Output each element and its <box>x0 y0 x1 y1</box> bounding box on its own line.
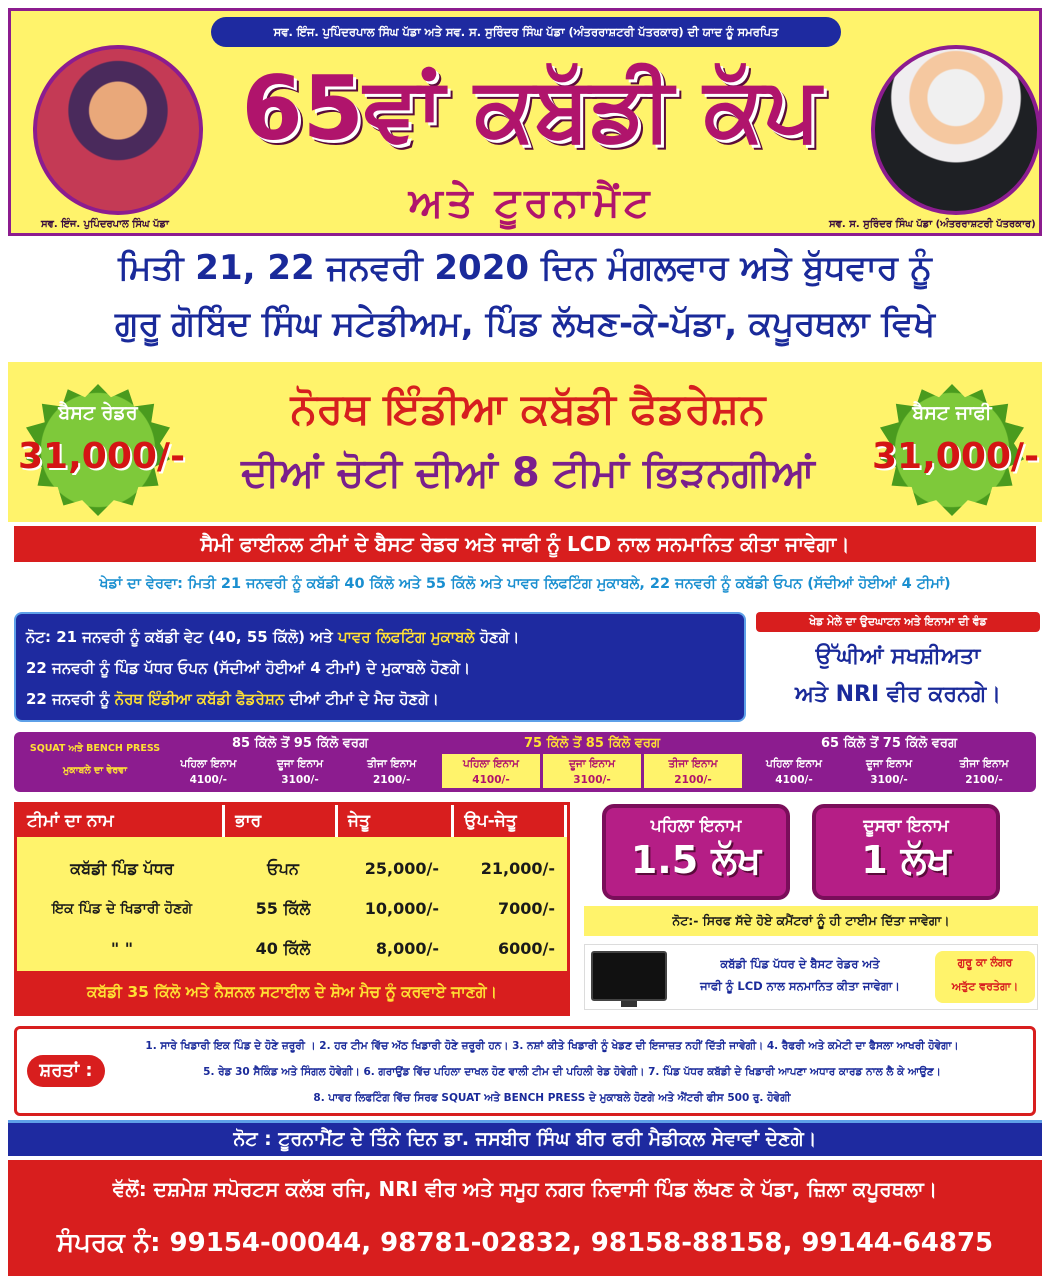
conditions-label: ਸ਼ਰਤਾਂ : <box>27 1055 105 1087</box>
cell-weight: 40 ਕਿੱਲੋ <box>255 939 311 958</box>
federation-title: ਨੋਰਥ ਇੰਡੀਆ ਕਬੱਡੀ ਫੈਡਰੇਸ਼ਨ <box>290 384 766 433</box>
cell-weight: 55 ਕਿੱਲੋ <box>255 899 311 918</box>
cell-winner: 8,000/- <box>375 939 439 958</box>
weight-group-title: 85 ਕਿੱਲੋ ਤੋਂ 95 ਕਿੱਲੋ ਵਰਗ <box>231 736 369 751</box>
commentator-note: ਨੋਟ:- ਸਿਰਫ ਸੱਦੇ ਹੋਏ ਕਮੈਂਟਰਾਂ ਨੂੰ ਹੀ ਟਾਈਮ ਦਿੱਤਾ ਜਾਵੇਗਾ। <box>584 906 1038 936</box>
event-date: ਮਿਤੀ 21, 22 ਜਨਵਰੀ 2020 ਦਿਨ ਮੰਗਲਵਾਰ ਅਤੇ ਬੁੱਧਵਾਰ ਨੂੰ <box>118 248 932 288</box>
best-stopper-amount: 31,000/- <box>872 436 1040 477</box>
cell-team: ਕਬੱਡੀ ਪਿੰਡ ਪੱਧਰ <box>70 859 174 878</box>
weight-group-prizes <box>748 754 1030 788</box>
portrait-left-caption: ਸਵ. ਇੰਜ. ਪੁਪਿੰਦਰਪਾਲ ਸਿੰਘ ਪੱਡਾ <box>41 219 169 230</box>
guests-line-2: ਅਤੇ NRI ਵੀਰ ਕਰਨਗੇ। <box>794 682 1002 707</box>
table-header <box>17 805 567 837</box>
second-prize-box <box>812 804 1000 900</box>
weight-group-85-95 <box>164 734 436 790</box>
game-schedule: ਖੇਡਾਂ ਦਾ ਵੇਰਵਾ: ਮਿਤੀ 21 ਜਨਵਰੀ ਨੂੰ ਕਬੱਡੀ 40 ਕਿੱਲੋ ਅਤੇ 55 ਕਿੱਲੋ ਅਤੇ ਪਾਵਰ ਲਿਫਟਿੰਗ ਮੁਕਾਬਲੇ, 22 ਜਨਵਰੀ ਨੂੰ ਕਬੱਡੀ ਓਪਨ (ਸੱਦੀਆਂ ਹੋਈਆਂ 4 ਟੀਮਾਂ) <box>8 566 1042 602</box>
contact-numbers: ਸੰਪਰਕ ਨੰ: 99154-00044, 98781-02832, 98158-88158, 99144-64875 <box>56 1228 994 1258</box>
cell-winner: 25,000/- <box>364 859 439 878</box>
guests-heading: ਖੇਡ ਮੇਲੇ ਦਾ ਉਦਘਾਟਨ ਅਤੇ ਇਨਾਮਾ ਦੀ ਵੰਡ <box>756 612 1040 632</box>
prizes-block <box>580 802 1042 1016</box>
main-title: 65ਵਾਂ ਕਬੱਡੀ ਕੱਪ <box>241 57 821 160</box>
show-match-note: ਕਬੱਡੀ 35 ਕਿੱਲੋ ਅਤੇ ਨੈਸ਼ਨਲ ਸਟਾਈਲ ਦੇ ਸ਼ੋਅ ਮੈਚ ਨੂੰ ਕਰਵਾਏ ਜਾਣਗੇ। <box>17 971 567 1013</box>
portrait-right-caption: ਸਵ. ਸ. ਸੁਰਿੰਦਰ ਸਿੰਘ ਪੱਡਾ (ਅੰਤਰਰਾਸ਼ਟਰੀ ਪੱਤਰਕਾਰ) <box>829 219 1036 230</box>
conditions-box <box>14 1026 1036 1116</box>
note-line-2: 22 ਜਨਵਰੀ ਨੂੰ ਪਿੰਡ ਪੱਧਰ ਓਪਨ (ਸੱਦੀਆਂ ਹੋਈਆਂ 4 ਟੀਮਾਂ) ਦੇ ਮੁਕਾਬਲੇ ਹੋਣਗੇ। <box>26 659 471 677</box>
table-row <box>17 929 567 969</box>
portrait-left <box>33 45 203 215</box>
federation-block <box>8 362 1042 522</box>
condition-line-3: 8. ਪਾਵਰ ਲਿਫਟਿੰਗ ਵਿੱਚ ਸਿਰਫ SQUAT ਅਤੇ BENCH PRESS ਦੇ ਮੁਕਾਬਲੇ ਹੋਣਗੇ ਅਤੇ ਐਂਟਰੀ ਫੀਸ 500 ਰੁ. ਹੋਵੇਗੀ <box>313 1092 791 1104</box>
semi-final-banner: ਸੈਮੀ ਫਾਈਨਲ ਟੀਮਾਂ ਦੇ ਬੈਸਟ ਰੇਡਰ ਅਤੇ ਜਾਫੀ ਨੂੰ LCD ਨਾਲ ਸਨਮਾਨਿਤ ਕੀਤਾ ਜਾਵੇਗਾ। <box>14 526 1036 562</box>
guests-line-1: ਉੱਘੀਆਂ ਸਖਸ਼ੀਅਤਾ <box>815 644 981 669</box>
prize-cell: ਤੀਜਾ ਇਨਾਮ 2100/- <box>644 754 742 788</box>
cell-runner-up: 21,000/- <box>480 859 555 878</box>
event-venue: ਗੁਰੂ ਗੋਬਿੰਦ ਸਿੰਘ ਸਟੇਡੀਅਮ, ਪਿੰਡ ਲੱਖਣ-ਕੇ-ਪੱਡਾ, ਕਪੂਰਥਲਾ ਵਿਖੇ <box>114 304 936 344</box>
prize-cell: ਦੂਜਾ ਇਨਾਮ 3100/- <box>865 758 913 786</box>
notes-box <box>14 612 746 722</box>
teams-table <box>14 802 570 1016</box>
second-prize-value: 1 ਲੱਖ <box>861 838 951 882</box>
footer <box>8 1160 1042 1276</box>
weight-group-prizes <box>442 754 742 788</box>
header-team-name: ਟੀਮਾਂ ਦਾ ਨਾਮ <box>17 805 222 837</box>
prize-cell: ਦੂਜਾ ਇਨਾਮ 3100/- <box>276 758 324 786</box>
note-line-1-prefix: ਨੋਟ: 21 ਜਨਵਰੀ ਨੂੰ ਕਬੱਡੀ ਵੇਟ (40, 55 ਕਿੱਲੋ) ਅਤੇ <box>26 628 333 646</box>
weight-group-65-75 <box>748 734 1030 790</box>
lcd-award-line-2: ਜਾਫੀ ਨੂੰ LCD ਨਾਲ ਸਨਮਾਨਿਤ ਕੀਤਾ ਜਾਵੇਗਾ। <box>700 979 900 993</box>
note-line-1-highlight: ਪਾਵਰ ਲਿਫਟਿੰਗ ਮੁਕਾਬਲੇ <box>337 628 475 646</box>
prize-cell: ਪਹਿਲਾ ਇਨਾਮ 4100/- <box>442 754 540 788</box>
first-prize-box <box>602 804 790 900</box>
cell-team: ਇਕ ਪਿੰਡ ਦੇ ਖਿਡਾਰੀ ਹੋਣਗੇ <box>52 901 192 917</box>
note-line-3-suffix: ਦੀਆਂ ਟੀਮਾਂ ਦੇ ਮੈਚ ਹੋਣਗੇ। <box>289 690 439 708</box>
condition-line-1: 1. ਸਾਰੇ ਖਿਡਾਰੀ ਇਕ ਪਿੰਡ ਦੇ ਹੋਣੇ ਜ਼ਰੂਰੀ । 2. ਹਰ ਟੀਮ ਵਿੱਚ ਅੱਠ ਖਿਡਾਰੀ ਹੋਣੇ ਜ਼ਰੂਰੀ ਹਨ। 3. ਨਸ਼ਾਂ ਕੀਤੇ ਖਿਡਾਰੀ ਨੂੰ ਖੇਡਣ ਦੀ ਇਜਾਜ਼ਤ ਨਹੀਂ ਦਿੱਤੀ ਜਾਵੇਗੀ। 4. ਰੈਫਰੀ ਅਤੇ ਕਮੇਟੀ ਦਾ ਫੈਸਲਾ ਆਖਰੀ ਹੋਵੇਗਾ। <box>145 1040 959 1052</box>
prize-cell: ਤੀਜਾ ਇਨਾਮ 2100/- <box>367 758 417 786</box>
organizers: ਵੱਲੋਂ: ਦਸ਼ਮੇਸ਼ ਸਪੋਰਟਸ ਕਲੱਬ ਰਜਿ, NRI ਵੀਰ ਅਤੇ ਸਮੂਹ ਨਗਰ ਨਿਵਾਸੀ ਪਿੰਡ ਲੱਖਣ ਕੇ ਪੱਡਾ, ਜ਼ਿਲਾ ਕਪੂਰਥਲਾ। <box>112 1177 938 1201</box>
date-venue-block <box>8 240 1042 358</box>
best-raider-badge <box>18 384 186 516</box>
weights-side-label <box>20 738 170 782</box>
table-row <box>17 889 567 929</box>
federation-subtitle: ਦੀਆਂ ਚੋਟੀ ਦੀਆਂ 8 ਟੀਮਾਂ ਭਿੜਨਗੀਆਂ <box>241 450 815 496</box>
medical-note: ਨੋਟ : ਟੂਰਨਾਮੈਂਟ ਦੇ ਤਿੰਨੇ ਦਿਨ ਡਾ. ਜਸਬੀਰ ਸਿੰਘ ਬੀਰ ਫਰੀ ਮੈਡੀਕਲ ਸੇਵਾਵਾਂ ਦੇਣਗੇ। <box>8 1120 1042 1156</box>
note-line-3-prefix: 22 ਜਨਵਰੀ ਨੂੰ <box>26 690 110 708</box>
lcd-award-box <box>584 944 1038 1010</box>
first-prize-value: 1.5 ਲੱਖ <box>630 838 762 882</box>
best-stopper-badge <box>872 384 1040 516</box>
first-prize-label: ਪਹਿਲਾ ਇਨਾਮ <box>650 816 742 836</box>
best-raider-amount: 31,000/- <box>18 436 186 477</box>
weight-classes <box>14 732 1036 792</box>
weight-group-75-85 <box>442 734 742 790</box>
condition-line-2: 5. ਰੇਡ 30 ਸੈਕਿੰਡ ਅਤੇ ਸਿੰਗਲ ਹੋਵੇਗੀ। 6. ਗਰਾਉਂਡ ਵਿੱਚ ਪਹਿਲਾ ਦਾਖਲ ਹੋਣ ਵਾਲੀ ਟੀਮ ਦੀ ਪਹਿਲੀ ਰੇਡ ਹੋਵੇਗੀ। 7. ਪਿੰਡ ਪੱਧਰ ਕਬੱਡੀ ਦੇ ਖਿਡਾਰੀ ਆਪਣਾ ਅਧਾਰ ਕਾਰਡ ਨਾਲ ਲੈ ਕੇ ਆਉਣ। <box>203 1066 941 1078</box>
header-winner: ਜੇਤੂ <box>338 805 452 837</box>
header-weight: ਭਾਰ <box>225 805 335 837</box>
lcd-award-text <box>675 953 925 997</box>
langar-badge <box>935 951 1035 1003</box>
prize-cell: ਪਹਿਲਾ ਇਨਾਮ 4100/- <box>180 758 237 786</box>
note-line-3-highlight: ਨੋਰਥ ਇੰਡੀਆ ਕਬੱਡੀ ਫੈਡਰੇਸ਼ਨ <box>114 690 285 708</box>
guests-body <box>756 638 1040 714</box>
cell-weight: ਓਪਨ <box>267 859 299 878</box>
guests-box <box>756 612 1040 722</box>
prize-cell: ਦੂਜਾ ਇਨਾਮ 3100/- <box>543 754 641 788</box>
note-line-1 <box>26 622 734 653</box>
weights-side-line-1: SQUAT ਅਤੇ BENCH PRESS <box>29 743 161 754</box>
cell-runner-up: 6000/- <box>497 939 555 958</box>
lcd-tv-icon <box>591 951 667 1001</box>
langar-line-2: ਅਤੁੱਟ ਵਰਤੇਗਾ। <box>951 980 1019 993</box>
cell-runner-up: 7000/- <box>497 899 555 918</box>
prize-cell: ਤੀਜਾ ਇਨਾਮ 2100/- <box>959 758 1009 786</box>
weights-side-line-2: ਮੁਕਾਬਲੇ ਦਾ ਵੇਰਵਾ <box>63 765 127 776</box>
lcd-award-line-1: ਕਬੱਡੀ ਪਿੰਡ ਪੱਧਰ ਦੇ ਬੈਸਟ ਰੇਡਰ ਅਤੇ <box>720 957 880 971</box>
table-row <box>17 849 567 889</box>
portrait-right <box>871 45 1041 215</box>
prize-cell: ਪਹਿਲਾ ਇਨਾਮ 4100/- <box>766 758 822 786</box>
dedication-banner: ਸਵ. ਇੰਜ. ਪੁਪਿੰਦਰਪਾਲ ਸਿੰਘ ਪੱਡਾ ਅਤੇ ਸਵ. ਸ. ਸੁਰਿੰਦਰ ਸਿੰਘ ਪੱਡਾ (ਅੰਤਰਰਾਸ਼ਟਰੀ ਪੱਤਰਕਾਰ) ਦੀ ਯਾਦ ਨੂੰ ਸਮਰਪਿਤ <box>211 17 841 47</box>
langar-line-1: ਗੁਰੂ ਕਾ ਲੰਗਰ <box>957 956 1013 969</box>
cell-winner: 10,000/- <box>364 899 439 918</box>
weight-group-prizes <box>164 754 436 788</box>
weight-group-title: 65 ਕਿੱਲੋ ਤੋਂ 75 ਕਿੱਲੋ ਵਰਗ <box>820 736 958 751</box>
weight-group-title: 75 ਕਿੱਲੋ ਤੋਂ 85 ਕਿੱਲੋ ਵਰਗ <box>523 736 661 751</box>
header <box>8 8 1042 236</box>
second-prize-label: ਦੂਸਰਾ ਇਨਾਮ <box>863 816 949 836</box>
cell-team: " " <box>110 939 134 958</box>
note-line-3 <box>26 684 734 715</box>
sub-title: ਅਤੇ ਟੂਰਨਾਮੈਂਟ <box>408 180 654 226</box>
best-raider-label: ਬੈਸਟ ਰੇਡਰ <box>58 402 138 424</box>
best-stopper-label: ਬੈਸਟ ਜਾਫੀ <box>912 402 992 424</box>
header-runner-up: ਉਪ-ਜੇਤੂ <box>454 805 564 837</box>
note-line-1-suffix: ਹੋਣਗੇ। <box>479 628 520 646</box>
